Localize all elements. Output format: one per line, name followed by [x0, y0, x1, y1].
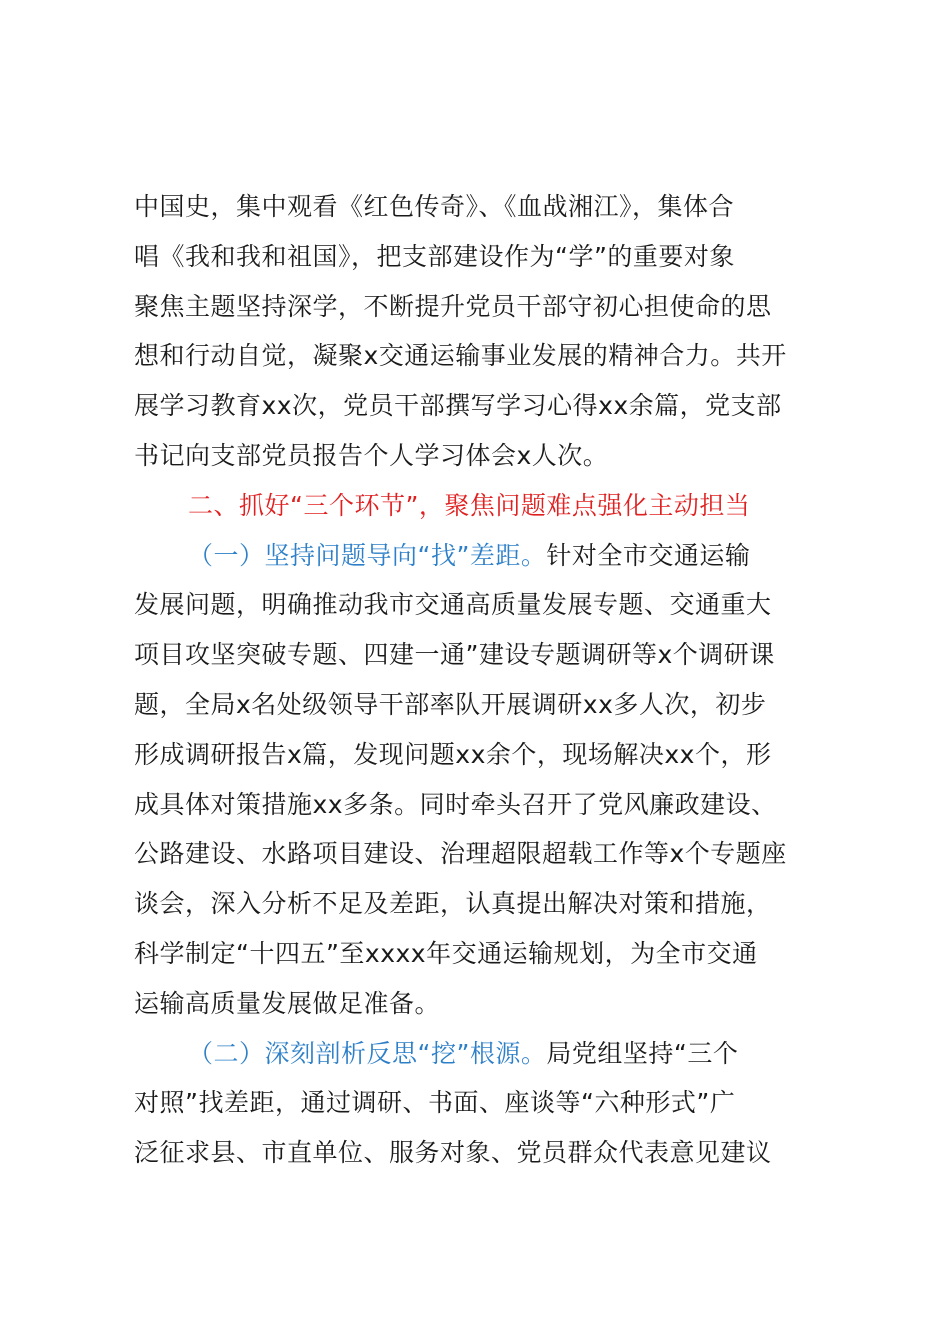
- section-heading: 二、抓好“三个环节”，聚焦问题难点强化主动担当: [188, 490, 751, 520]
- subsection-find-gap: [134, 531, 850, 1029]
- text-line: 形成调研报告x篇，发现问题xx余个，现场解决xx个，形: [134, 739, 772, 769]
- text-line: 唱《我和我和祖国》，把支部建设作为“学”的重要对象: [134, 241, 735, 271]
- text-line: 谈会，深入分析不足及差距，认真提出解决对策和措施，: [134, 889, 772, 919]
- text-line: 科学制定“十四五”至xxxx年交通运输规划，为全市交通: [134, 938, 758, 968]
- text-line: 对照”找差距，通过调研、书面、座谈等“六种形式”广: [134, 1088, 736, 1118]
- subsection-heading: （一）坚持问题导向“找”差距。: [188, 540, 547, 570]
- text-line: 发展问题，明确推动我市交通高质量发展专题、交通重大: [134, 590, 772, 620]
- text-line: 展学习教育xx次，党员干部撰写学习心得xx余篇，党支部: [134, 391, 782, 421]
- text-span: 针对全市交通运输: [546, 540, 751, 570]
- text-line: 成具体对策措施xx多条。同时牵头召开了党风廉政建设、: [134, 789, 777, 819]
- text-line: 运输高质量发展做足准备。: [134, 988, 441, 1018]
- subsection-heading: （二）深刻剖析反思“挖”根源。: [188, 1038, 547, 1068]
- text-line: 想和行动自觉，凝聚x交通运输事业发展的精神合力。共开: [134, 341, 787, 371]
- text-line: 书记向支部党员报告个人学习体会x人次。: [134, 440, 609, 470]
- text-line: 聚焦主题坚持深学，不断提升党员干部守初心担使命的思: [134, 291, 772, 321]
- text-line: 公路建设、水路项目建设、治理超限超载工作等x个专题座: [134, 839, 787, 869]
- paragraph-study: [134, 182, 850, 481]
- subsection-dig-root: [134, 1029, 850, 1178]
- text-line: 项目攻坚突破专题、四建一通”建设专题调研等x个调研课: [134, 640, 775, 670]
- text-line: 泛征求县、市直单位、服务对象、党员群众代表意见建议: [134, 1138, 772, 1168]
- subsection-first-line: [134, 531, 850, 581]
- document-page: [134, 182, 850, 1178]
- text-line: 题，全局x名处级领导干部率队开展调研xx多人次，初步: [134, 689, 767, 719]
- text-span: 局党组坚持“三个: [546, 1038, 739, 1068]
- subsection-first-line: [134, 1029, 850, 1079]
- text-line: 中国史，集中观看《红色传奇》、《血战湘江》，集体合: [134, 192, 735, 221]
